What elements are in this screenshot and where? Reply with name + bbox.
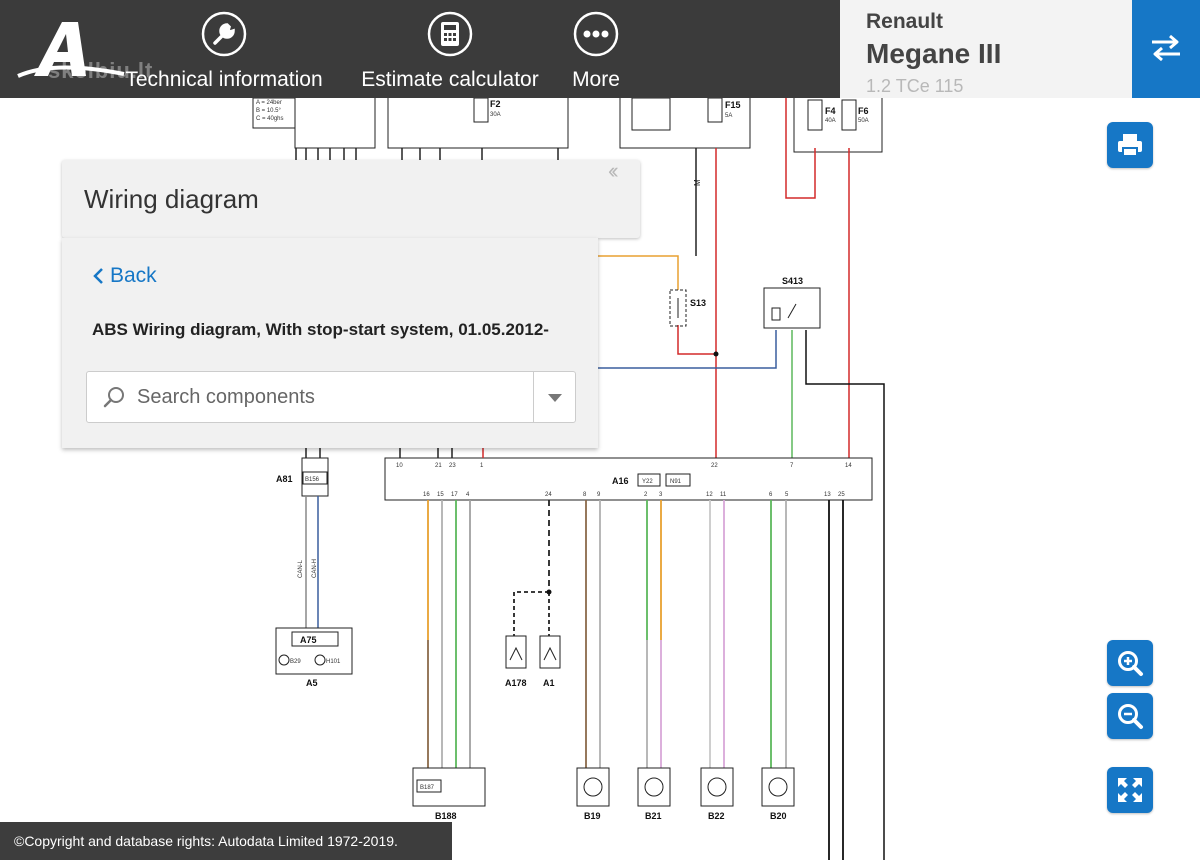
switch-s13 — [670, 290, 686, 326]
label-a5-box1: B29 — [290, 659, 301, 665]
svg-text:1: 1 — [480, 463, 484, 469]
label-can-h: CAN-H — [312, 559, 318, 578]
svg-text:14: 14 — [845, 463, 852, 469]
top-navigation-bar — [0, 0, 840, 98]
legend-b: B = 10.5° — [256, 108, 281, 114]
label-s13: S13 — [690, 298, 707, 308]
back-link[interactable] — [92, 264, 157, 288]
legend-a: A = 24ber — [256, 100, 282, 106]
calculator-icon — [426, 10, 474, 58]
diagram-title: ABS Wiring diagram, With stop-start system, 01.05.2012- — [92, 320, 549, 339]
svg-text:15: 15 — [437, 492, 444, 498]
label-a5-box2: H101 — [326, 659, 341, 665]
nav-estimate-calculator[interactable] — [352, 10, 548, 94]
label-f15-rating: 5A — [725, 113, 733, 119]
svg-text:4: 4 — [466, 492, 470, 498]
nav-technical-information-label: Technical information — [125, 68, 323, 91]
wires-to-a16 — [400, 448, 483, 458]
svg-text:6: 6 — [769, 492, 773, 498]
label-f4: F4 — [825, 106, 836, 116]
logo-watermark: skelbiu.lt — [48, 58, 154, 83]
search-dropdown-toggle[interactable] — [533, 372, 577, 422]
svg-text:5: 5 — [785, 492, 789, 498]
vehicle-model: Megane III — [866, 38, 1002, 69]
label-f2-rating: 30A — [490, 112, 501, 118]
svg-text:3: 3 — [659, 492, 663, 498]
wires-can — [306, 448, 320, 628]
wrench-icon — [200, 10, 248, 58]
svg-text:21: 21 — [435, 463, 442, 469]
vehicle-make: Renault — [866, 10, 944, 33]
label-b20: B20 — [770, 811, 787, 821]
search-components-box — [86, 371, 576, 423]
label-can-l: CAN-L — [298, 559, 304, 578]
change-vehicle-button[interactable] — [1132, 0, 1200, 98]
label-a5: A5 — [306, 678, 318, 688]
label-b188: B188 — [435, 811, 457, 821]
label-f6-rating: 50A — [858, 118, 869, 124]
svg-text:23: 23 — [449, 463, 456, 469]
wheel-sensors — [577, 768, 794, 806]
collapse-panel-icon[interactable]: ‹‹ — [608, 158, 615, 183]
panel-title: Wiring diagram — [84, 184, 259, 214]
label-a16-box2: N91 — [670, 479, 682, 485]
zoom-in-icon — [1116, 649, 1144, 677]
svg-text:24: 24 — [545, 492, 552, 498]
search-icon — [103, 385, 127, 409]
svg-text:12: 12 — [706, 492, 713, 498]
vehicle-engine: 1.2 TCe 115 — [866, 76, 964, 96]
svg-text:17: 17 — [451, 492, 458, 498]
label-a178: A178 — [505, 678, 527, 688]
nav-technical-information[interactable] — [116, 10, 332, 94]
svg-text:8: 8 — [583, 492, 587, 498]
fuse-box-left — [253, 98, 882, 152]
printer-icon — [1116, 131, 1144, 159]
wiring-diagram-panel-header — [62, 160, 640, 238]
switch-s413 — [764, 288, 820, 328]
label-a16: A16 — [612, 476, 629, 486]
swap-arrows-icon — [1150, 32, 1182, 64]
svg-text:11: 11 — [720, 492, 727, 498]
svg-text:9: 9 — [597, 492, 601, 498]
label-a16-box1: Y22 — [642, 479, 653, 485]
label-f15: F15 — [725, 100, 741, 110]
wiring-diagram-panel — [62, 238, 598, 448]
label-b22: B22 — [708, 811, 725, 821]
label-b188-box: B187 — [420, 785, 435, 791]
label-f6: F6 — [858, 106, 869, 116]
wire-code: M — [693, 179, 702, 186]
svg-text:2: 2 — [644, 492, 648, 498]
label-a1: A1 — [543, 678, 555, 688]
nav-more[interactable] — [562, 10, 630, 94]
label-f4-rating: 40A — [825, 118, 836, 124]
search-components-input[interactable] — [137, 380, 527, 414]
label-s413: S413 — [782, 276, 804, 286]
fit-to-screen-button[interactable] — [1107, 767, 1153, 813]
caret-down-icon — [547, 393, 563, 403]
label-b21: B21 — [645, 811, 662, 821]
zoom-out-button[interactable] — [1107, 693, 1153, 739]
label-a81: A81 — [276, 474, 293, 484]
zoom-out-icon — [1116, 702, 1144, 730]
more-dots-icon — [572, 10, 620, 58]
copyright-notice: ©Copyright and database rights: Autodata Limited 1972-2019. — [0, 822, 452, 860]
print-button[interactable] — [1107, 122, 1153, 168]
svg-text:10: 10 — [396, 463, 403, 469]
expand-arrows-icon — [1116, 776, 1144, 804]
vehicle-info — [840, 0, 1132, 98]
label-b19: B19 — [584, 811, 601, 821]
svg-text:22: 22 — [711, 463, 718, 469]
back-label: Back — [110, 264, 157, 287]
nav-estimate-calculator-label: Estimate calculator — [361, 68, 539, 91]
svg-text:16: 16 — [423, 492, 430, 498]
nav-more-label: More — [572, 68, 620, 91]
svg-text:7: 7 — [790, 463, 794, 469]
label-a81-box: B156 — [305, 477, 320, 483]
label-f2: F2 — [490, 99, 501, 109]
svg-text:25: 25 — [838, 492, 845, 498]
sensors-a178-a1 — [506, 636, 560, 668]
legend-c: C = 40ghs — [256, 116, 284, 122]
label-a75: A75 — [300, 635, 317, 645]
zoom-in-button[interactable] — [1107, 640, 1153, 686]
chevron-left-icon — [92, 267, 104, 285]
svg-text:13: 13 — [824, 492, 831, 498]
